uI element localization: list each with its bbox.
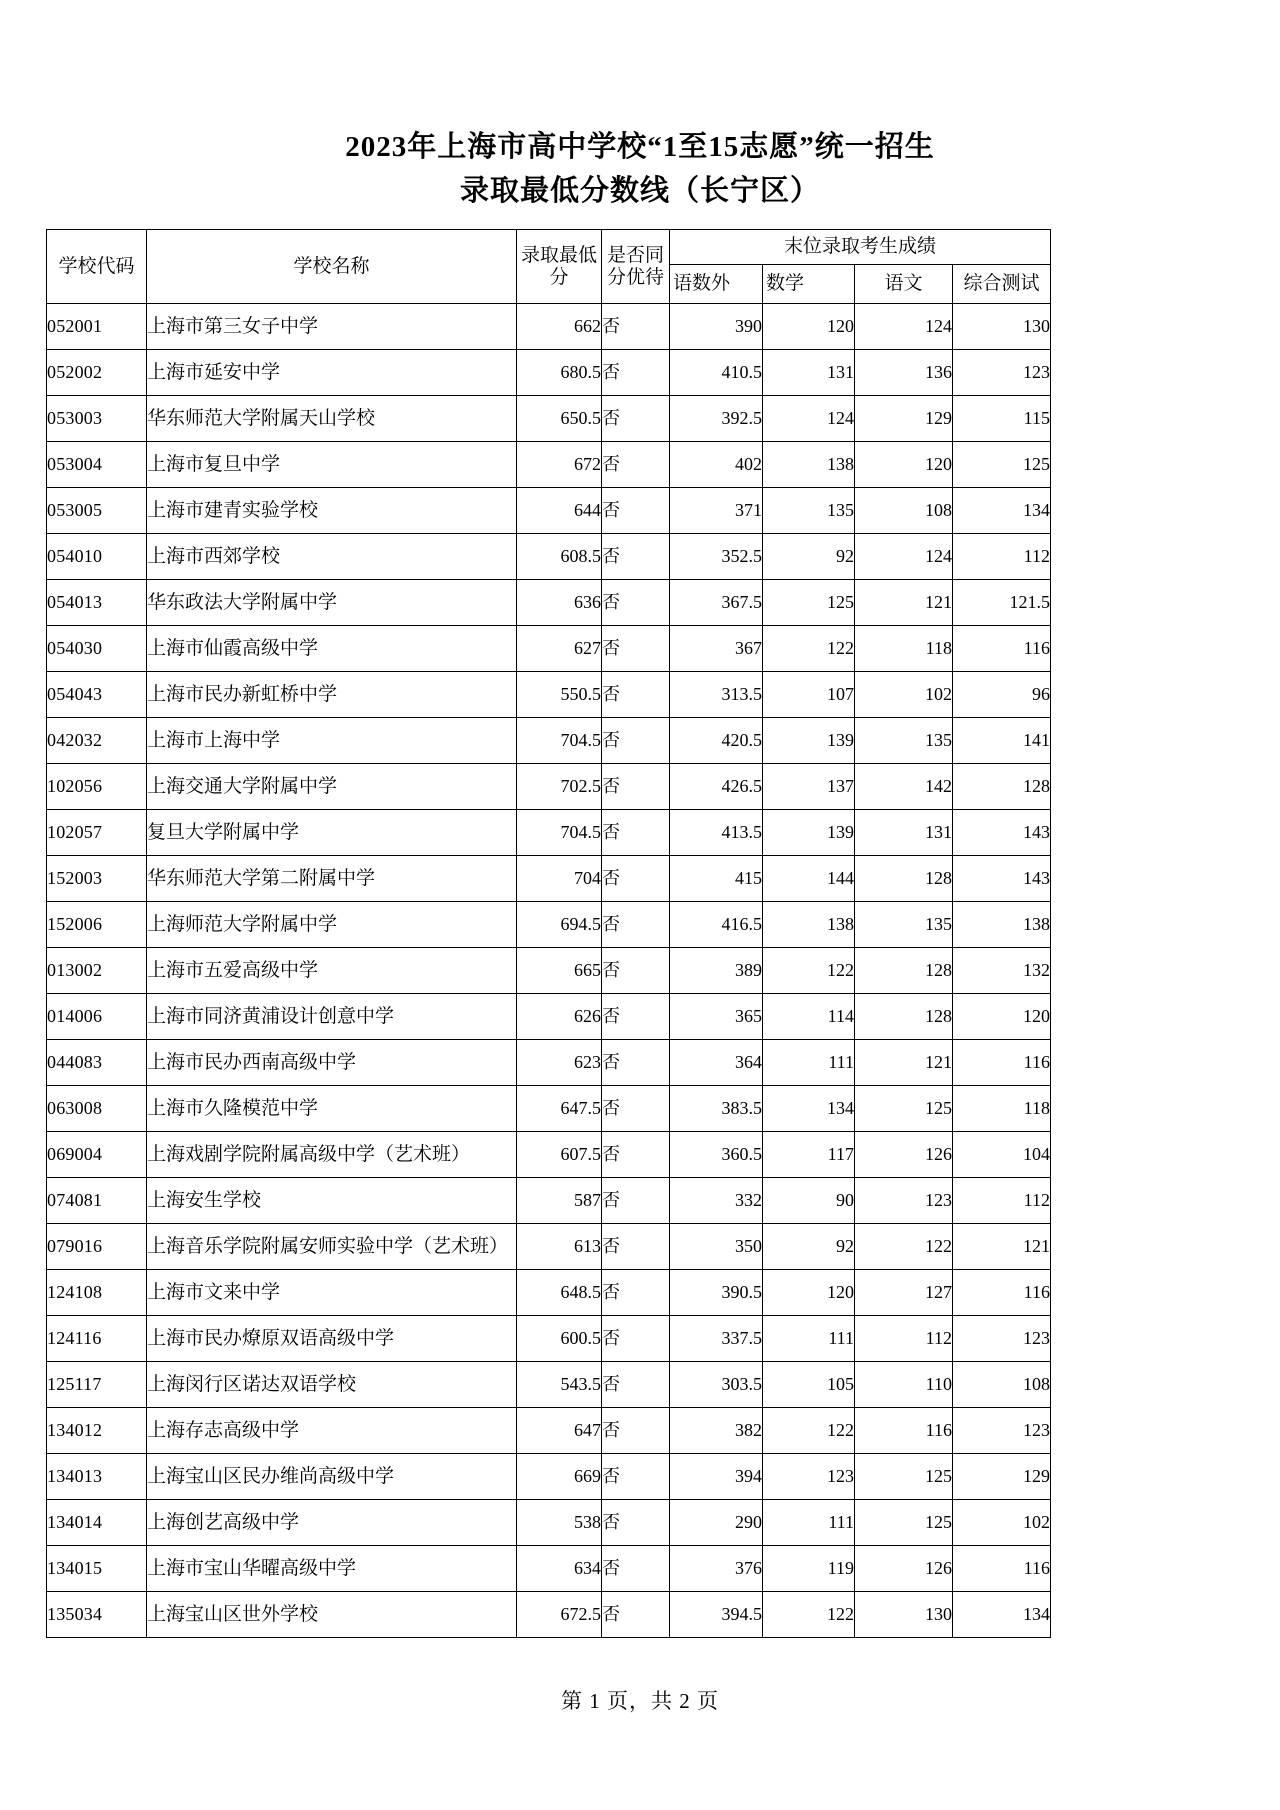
cell-score-comprehensive: 129	[953, 1454, 1051, 1500]
cell-score-comprehensive: 143	[953, 810, 1051, 856]
cell-score-comprehensive: 116	[953, 626, 1051, 672]
cell-score-math: 111	[763, 1316, 855, 1362]
cell-same-score-preference: 否	[602, 1592, 670, 1638]
cell-min-score: 550.5	[517, 672, 602, 718]
cell-school-code: 102056	[47, 764, 147, 810]
table-row	[47, 1362, 1051, 1408]
cell-score-ywf: 313.5	[670, 672, 763, 718]
cell-score-ywf: 394.5	[670, 1592, 763, 1638]
cell-same-score-preference: 否	[602, 764, 670, 810]
table-row	[47, 304, 1051, 350]
table-row	[47, 1132, 1051, 1178]
cell-min-score: 600.5	[517, 1316, 602, 1362]
cell-score-comprehensive: 138	[953, 902, 1051, 948]
cell-same-score-preference: 否	[602, 1178, 670, 1224]
cell-min-score: 538	[517, 1500, 602, 1546]
cell-school-name: 华东师范大学第二附属中学	[147, 856, 517, 902]
table-row	[47, 534, 1051, 580]
cell-score-math: 122	[763, 1408, 855, 1454]
cell-score-comprehensive: 130	[953, 304, 1051, 350]
cell-score-ywf: 360.5	[670, 1132, 763, 1178]
title-line-1: 2023年上海市高中学校“1至15志愿”统一招生	[345, 131, 935, 163]
cell-school-name: 上海市延安中学	[147, 350, 517, 396]
cell-score-math: 105	[763, 1362, 855, 1408]
cell-score-ywf: 416.5	[670, 902, 763, 948]
cell-score-comprehensive: 112	[953, 1178, 1051, 1224]
cell-school-code: 014006	[47, 994, 147, 1040]
cell-score-comprehensive: 112	[953, 534, 1051, 580]
cell-same-score-preference: 否	[602, 948, 670, 994]
cell-score-comprehensive: 116	[953, 1270, 1051, 1316]
cell-school-code: 152006	[47, 902, 147, 948]
cell-score-ywf: 303.5	[670, 1362, 763, 1408]
cell-school-name: 上海市上海中学	[147, 718, 517, 764]
cell-score-comprehensive: 123	[953, 1408, 1051, 1454]
cell-score-math: 111	[763, 1500, 855, 1546]
cell-score-chinese: 108	[855, 488, 953, 534]
cell-score-chinese: 135	[855, 902, 953, 948]
cell-score-chinese: 136	[855, 350, 953, 396]
cell-score-ywf: 415	[670, 856, 763, 902]
column-header-same-score-preference: 是否同分优待	[602, 230, 670, 304]
cell-school-name: 上海存志高级中学	[147, 1408, 517, 1454]
cell-score-chinese: 112	[855, 1316, 953, 1362]
cell-score-math: 117	[763, 1132, 855, 1178]
cell-school-name: 上海市同济黄浦设计创意中学	[147, 994, 517, 1040]
cell-school-name: 复旦大学附属中学	[147, 810, 517, 856]
cell-score-comprehensive: 132	[953, 948, 1051, 994]
table-body	[47, 304, 1051, 1638]
table-row	[47, 994, 1051, 1040]
cell-score-ywf: 337.5	[670, 1316, 763, 1362]
cell-score-chinese: 120	[855, 442, 953, 488]
cell-score-math: 122	[763, 948, 855, 994]
cell-same-score-preference: 否	[602, 350, 670, 396]
table-row	[47, 396, 1051, 442]
cell-score-ywf: 367.5	[670, 580, 763, 626]
cell-school-code: 134012	[47, 1408, 147, 1454]
column-header-school-name: 学校名称	[147, 230, 517, 304]
cell-score-chinese: 125	[855, 1500, 953, 1546]
table-row	[47, 718, 1051, 764]
cell-score-chinese: 129	[855, 396, 953, 442]
cell-min-score: 702.5	[517, 764, 602, 810]
cell-same-score-preference: 否	[602, 1086, 670, 1132]
cell-min-score: 665	[517, 948, 602, 994]
cell-score-math: 134	[763, 1086, 855, 1132]
cell-min-score: 634	[517, 1546, 602, 1592]
score-table-container	[0, 229, 1280, 1638]
cell-school-code: 053005	[47, 488, 147, 534]
cell-score-comprehensive: 121	[953, 1224, 1051, 1270]
cell-school-code: 013002	[47, 948, 147, 994]
cell-score-math: 125	[763, 580, 855, 626]
cell-school-name: 上海市民办新虹桥中学	[147, 672, 517, 718]
cell-school-code: 069004	[47, 1132, 147, 1178]
cell-school-code: 134014	[47, 1500, 147, 1546]
cell-school-code: 053004	[47, 442, 147, 488]
table-row	[47, 580, 1051, 626]
title-line-2: 录取最低分数线（长宁区）	[459, 175, 820, 207]
cell-score-math: 123	[763, 1454, 855, 1500]
cell-min-score: 672.5	[517, 1592, 602, 1638]
cell-score-ywf: 350	[670, 1224, 763, 1270]
cell-score-chinese: 128	[855, 948, 953, 994]
column-header-subject-math: 数学	[763, 265, 855, 304]
admission-score-table	[46, 229, 1051, 1638]
cell-score-math: 111	[763, 1040, 855, 1086]
cell-score-chinese: 116	[855, 1408, 953, 1454]
table-row	[47, 1546, 1051, 1592]
cell-school-code: 074081	[47, 1178, 147, 1224]
cell-same-score-preference: 否	[602, 396, 670, 442]
cell-same-score-preference: 否	[602, 534, 670, 580]
cell-score-chinese: 127	[855, 1270, 953, 1316]
cell-score-chinese: 128	[855, 856, 953, 902]
table-row	[47, 948, 1051, 994]
cell-min-score: 704.5	[517, 810, 602, 856]
cell-same-score-preference: 否	[602, 994, 670, 1040]
cell-school-name: 上海闵行区诺达双语学校	[147, 1362, 517, 1408]
cell-score-math: 139	[763, 718, 855, 764]
cell-score-comprehensive: 104	[953, 1132, 1051, 1178]
cell-min-score: 704	[517, 856, 602, 902]
cell-score-comprehensive: 108	[953, 1362, 1051, 1408]
table-row	[47, 856, 1051, 902]
cell-score-comprehensive: 115	[953, 396, 1051, 442]
cell-score-math: 131	[763, 350, 855, 396]
cell-score-math: 90	[763, 1178, 855, 1224]
cell-min-score: 694.5	[517, 902, 602, 948]
cell-score-math: 122	[763, 626, 855, 672]
cell-score-chinese: 142	[855, 764, 953, 810]
cell-school-code: 135034	[47, 1592, 147, 1638]
cell-school-name: 上海宝山区民办维尚高级中学	[147, 1454, 517, 1500]
cell-score-chinese: 122	[855, 1224, 953, 1270]
cell-min-score: 650.5	[517, 396, 602, 442]
cell-score-ywf: 389	[670, 948, 763, 994]
cell-score-chinese: 124	[855, 534, 953, 580]
cell-score-ywf: 402	[670, 442, 763, 488]
cell-same-score-preference: 否	[602, 856, 670, 902]
cell-score-comprehensive: 123	[953, 350, 1051, 396]
cell-score-math: 120	[763, 1270, 855, 1316]
cell-school-code: 042032	[47, 718, 147, 764]
cell-min-score: 607.5	[517, 1132, 602, 1178]
cell-same-score-preference: 否	[602, 810, 670, 856]
cell-same-score-preference: 否	[602, 718, 670, 764]
cell-school-name: 上海师范大学附属中学	[147, 902, 517, 948]
cell-same-score-preference: 否	[602, 1362, 670, 1408]
cell-min-score: 543.5	[517, 1362, 602, 1408]
cell-score-comprehensive: 96	[953, 672, 1051, 718]
cell-score-ywf: 364	[670, 1040, 763, 1086]
cell-score-math: 138	[763, 442, 855, 488]
cell-score-ywf: 382	[670, 1408, 763, 1454]
column-header-subject-comprehensive: 综合测试	[953, 265, 1051, 304]
cell-school-code: 054013	[47, 580, 147, 626]
cell-score-math: 120	[763, 304, 855, 350]
cell-school-name: 上海市西郊学校	[147, 534, 517, 580]
cell-score-math: 107	[763, 672, 855, 718]
cell-score-chinese: 124	[855, 304, 953, 350]
cell-score-comprehensive: 120	[953, 994, 1051, 1040]
cell-school-name: 上海音乐学院附属安师实验中学（艺术班）	[147, 1224, 517, 1270]
cell-school-name: 上海宝山区世外学校	[147, 1592, 517, 1638]
cell-score-ywf: 365	[670, 994, 763, 1040]
cell-min-score: 587	[517, 1178, 602, 1224]
cell-min-score: 648.5	[517, 1270, 602, 1316]
cell-school-code: 124108	[47, 1270, 147, 1316]
cell-school-code: 124116	[47, 1316, 147, 1362]
cell-min-score: 669	[517, 1454, 602, 1500]
cell-school-code: 053003	[47, 396, 147, 442]
table-row	[47, 1500, 1051, 1546]
cell-score-ywf: 332	[670, 1178, 763, 1224]
cell-score-math: 139	[763, 810, 855, 856]
cell-score-comprehensive: 123	[953, 1316, 1051, 1362]
cell-score-comprehensive: 134	[953, 488, 1051, 534]
cell-score-comprehensive: 125	[953, 442, 1051, 488]
cell-school-code: 054030	[47, 626, 147, 672]
cell-same-score-preference: 否	[602, 1132, 670, 1178]
cell-score-math: 135	[763, 488, 855, 534]
cell-score-ywf: 376	[670, 1546, 763, 1592]
table-header	[47, 230, 1051, 304]
cell-same-score-preference: 否	[602, 304, 670, 350]
cell-score-ywf: 371	[670, 488, 763, 534]
cell-score-comprehensive: 143	[953, 856, 1051, 902]
cell-score-ywf: 410.5	[670, 350, 763, 396]
cell-school-name: 华东师范大学附属天山学校	[147, 396, 517, 442]
cell-school-code: 044083	[47, 1040, 147, 1086]
cell-score-math: 119	[763, 1546, 855, 1592]
table-row	[47, 764, 1051, 810]
cell-school-name: 上海市第三女子中学	[147, 304, 517, 350]
cell-min-score: 636	[517, 580, 602, 626]
cell-score-chinese: 126	[855, 1132, 953, 1178]
cell-score-chinese: 131	[855, 810, 953, 856]
cell-score-ywf: 352.5	[670, 534, 763, 580]
cell-min-score: 672	[517, 442, 602, 488]
cell-school-code: 063008	[47, 1086, 147, 1132]
cell-score-chinese: 121	[855, 1040, 953, 1086]
cell-min-score: 627	[517, 626, 602, 672]
cell-score-math: 144	[763, 856, 855, 902]
cell-score-math: 124	[763, 396, 855, 442]
cell-school-code: 152003	[47, 856, 147, 902]
header-row-top	[47, 230, 1051, 265]
table-row	[47, 1408, 1051, 1454]
cell-score-chinese: 110	[855, 1362, 953, 1408]
cell-same-score-preference: 否	[602, 1316, 670, 1362]
cell-score-ywf: 394	[670, 1454, 763, 1500]
column-header-min-score: 录取最低分	[517, 230, 602, 304]
cell-min-score: 647.5	[517, 1086, 602, 1132]
cell-same-score-preference: 否	[602, 1500, 670, 1546]
cell-min-score: 662	[517, 304, 602, 350]
column-header-subject-ywf: 语数外	[670, 265, 763, 304]
cell-school-name: 上海市民办西南高级中学	[147, 1040, 517, 1086]
cell-school-code: 134013	[47, 1454, 147, 1500]
table-row	[47, 1316, 1051, 1362]
cell-school-name: 上海市宝山华曜高级中学	[147, 1546, 517, 1592]
cell-school-name: 上海创艺高级中学	[147, 1500, 517, 1546]
cell-school-name: 华东政法大学附属中学	[147, 580, 517, 626]
cell-score-comprehensive: 102	[953, 1500, 1051, 1546]
table-row	[47, 1270, 1051, 1316]
page-title	[0, 0, 1280, 213]
page-number-text: 第 1 页，共 2 页	[561, 1689, 719, 1713]
cell-same-score-preference: 否	[602, 1270, 670, 1316]
cell-score-ywf: 383.5	[670, 1086, 763, 1132]
cell-school-name: 上海市久隆模范中学	[147, 1086, 517, 1132]
cell-score-chinese: 118	[855, 626, 953, 672]
cell-min-score: 644	[517, 488, 602, 534]
cell-same-score-preference: 否	[602, 1224, 670, 1270]
cell-same-score-preference: 否	[602, 626, 670, 672]
cell-score-ywf: 426.5	[670, 764, 763, 810]
cell-score-comprehensive: 118	[953, 1086, 1051, 1132]
table-row	[47, 442, 1051, 488]
cell-score-ywf: 390	[670, 304, 763, 350]
cell-score-comprehensive: 128	[953, 764, 1051, 810]
cell-min-score: 647	[517, 1408, 602, 1454]
table-row	[47, 810, 1051, 856]
cell-score-chinese: 128	[855, 994, 953, 1040]
cell-school-name: 上海戏剧学院附属高级中学（艺术班）	[147, 1132, 517, 1178]
table-row	[47, 626, 1051, 672]
cell-same-score-preference: 否	[602, 488, 670, 534]
cell-score-chinese: 102	[855, 672, 953, 718]
cell-score-ywf: 420.5	[670, 718, 763, 764]
cell-min-score: 608.5	[517, 534, 602, 580]
cell-same-score-preference: 否	[602, 672, 670, 718]
table-row	[47, 488, 1051, 534]
cell-school-name: 上海安生学校	[147, 1178, 517, 1224]
cell-score-math: 92	[763, 534, 855, 580]
cell-score-chinese: 121	[855, 580, 953, 626]
cell-min-score: 704.5	[517, 718, 602, 764]
cell-same-score-preference: 否	[602, 580, 670, 626]
table-row	[47, 1086, 1051, 1132]
cell-score-chinese: 123	[855, 1178, 953, 1224]
cell-same-score-preference: 否	[602, 902, 670, 948]
cell-score-comprehensive: 141	[953, 718, 1051, 764]
cell-min-score: 623	[517, 1040, 602, 1086]
cell-score-math: 114	[763, 994, 855, 1040]
cell-same-score-preference: 否	[602, 1546, 670, 1592]
cell-same-score-preference: 否	[602, 1040, 670, 1086]
column-header-last-admitted-group: 末位录取考生成绩	[670, 230, 1051, 265]
cell-school-name: 上海市建青实验学校	[147, 488, 517, 534]
cell-same-score-preference: 否	[602, 1408, 670, 1454]
cell-score-comprehensive: 121.5	[953, 580, 1051, 626]
cell-school-name: 上海市五爱高级中学	[147, 948, 517, 994]
cell-score-math: 137	[763, 764, 855, 810]
cell-score-ywf: 290	[670, 1500, 763, 1546]
table-row	[47, 350, 1051, 396]
cell-school-name: 上海市文来中学	[147, 1270, 517, 1316]
cell-score-comprehensive: 116	[953, 1040, 1051, 1086]
table-row	[47, 1224, 1051, 1270]
cell-score-comprehensive: 134	[953, 1592, 1051, 1638]
cell-score-chinese: 135	[855, 718, 953, 764]
cell-same-score-preference: 否	[602, 1454, 670, 1500]
cell-same-score-preference: 否	[602, 442, 670, 488]
cell-score-math: 122	[763, 1592, 855, 1638]
cell-score-comprehensive: 116	[953, 1546, 1051, 1592]
cell-school-code: 134015	[47, 1546, 147, 1592]
cell-score-math: 138	[763, 902, 855, 948]
cell-score-ywf: 390.5	[670, 1270, 763, 1316]
cell-school-name: 上海市仙霞高级中学	[147, 626, 517, 672]
column-header-subject-chinese: 语文	[855, 265, 953, 304]
cell-score-chinese: 125	[855, 1086, 953, 1132]
table-row	[47, 902, 1051, 948]
cell-school-code: 052001	[47, 304, 147, 350]
cell-school-code: 054043	[47, 672, 147, 718]
cell-min-score: 626	[517, 994, 602, 1040]
cell-score-math: 92	[763, 1224, 855, 1270]
cell-score-chinese: 125	[855, 1454, 953, 1500]
cell-score-ywf: 413.5	[670, 810, 763, 856]
cell-min-score: 680.5	[517, 350, 602, 396]
cell-school-name: 上海市复旦中学	[147, 442, 517, 488]
cell-score-chinese: 130	[855, 1592, 953, 1638]
column-header-school-code: 学校代码	[47, 230, 147, 304]
table-row	[47, 1454, 1051, 1500]
table-row	[47, 672, 1051, 718]
cell-school-code: 125117	[47, 1362, 147, 1408]
cell-school-code: 102057	[47, 810, 147, 856]
page-footer	[0, 1610, 1280, 1810]
table-row	[47, 1040, 1051, 1086]
table-row	[47, 1178, 1051, 1224]
cell-school-name: 上海市民办燎原双语高级中学	[147, 1316, 517, 1362]
cell-score-ywf: 367	[670, 626, 763, 672]
cell-school-code: 052002	[47, 350, 147, 396]
cell-school-code: 079016	[47, 1224, 147, 1270]
cell-school-name: 上海交通大学附属中学	[147, 764, 517, 810]
cell-score-ywf: 392.5	[670, 396, 763, 442]
cell-score-chinese: 126	[855, 1546, 953, 1592]
cell-school-code: 054010	[47, 534, 147, 580]
cell-min-score: 613	[517, 1224, 602, 1270]
